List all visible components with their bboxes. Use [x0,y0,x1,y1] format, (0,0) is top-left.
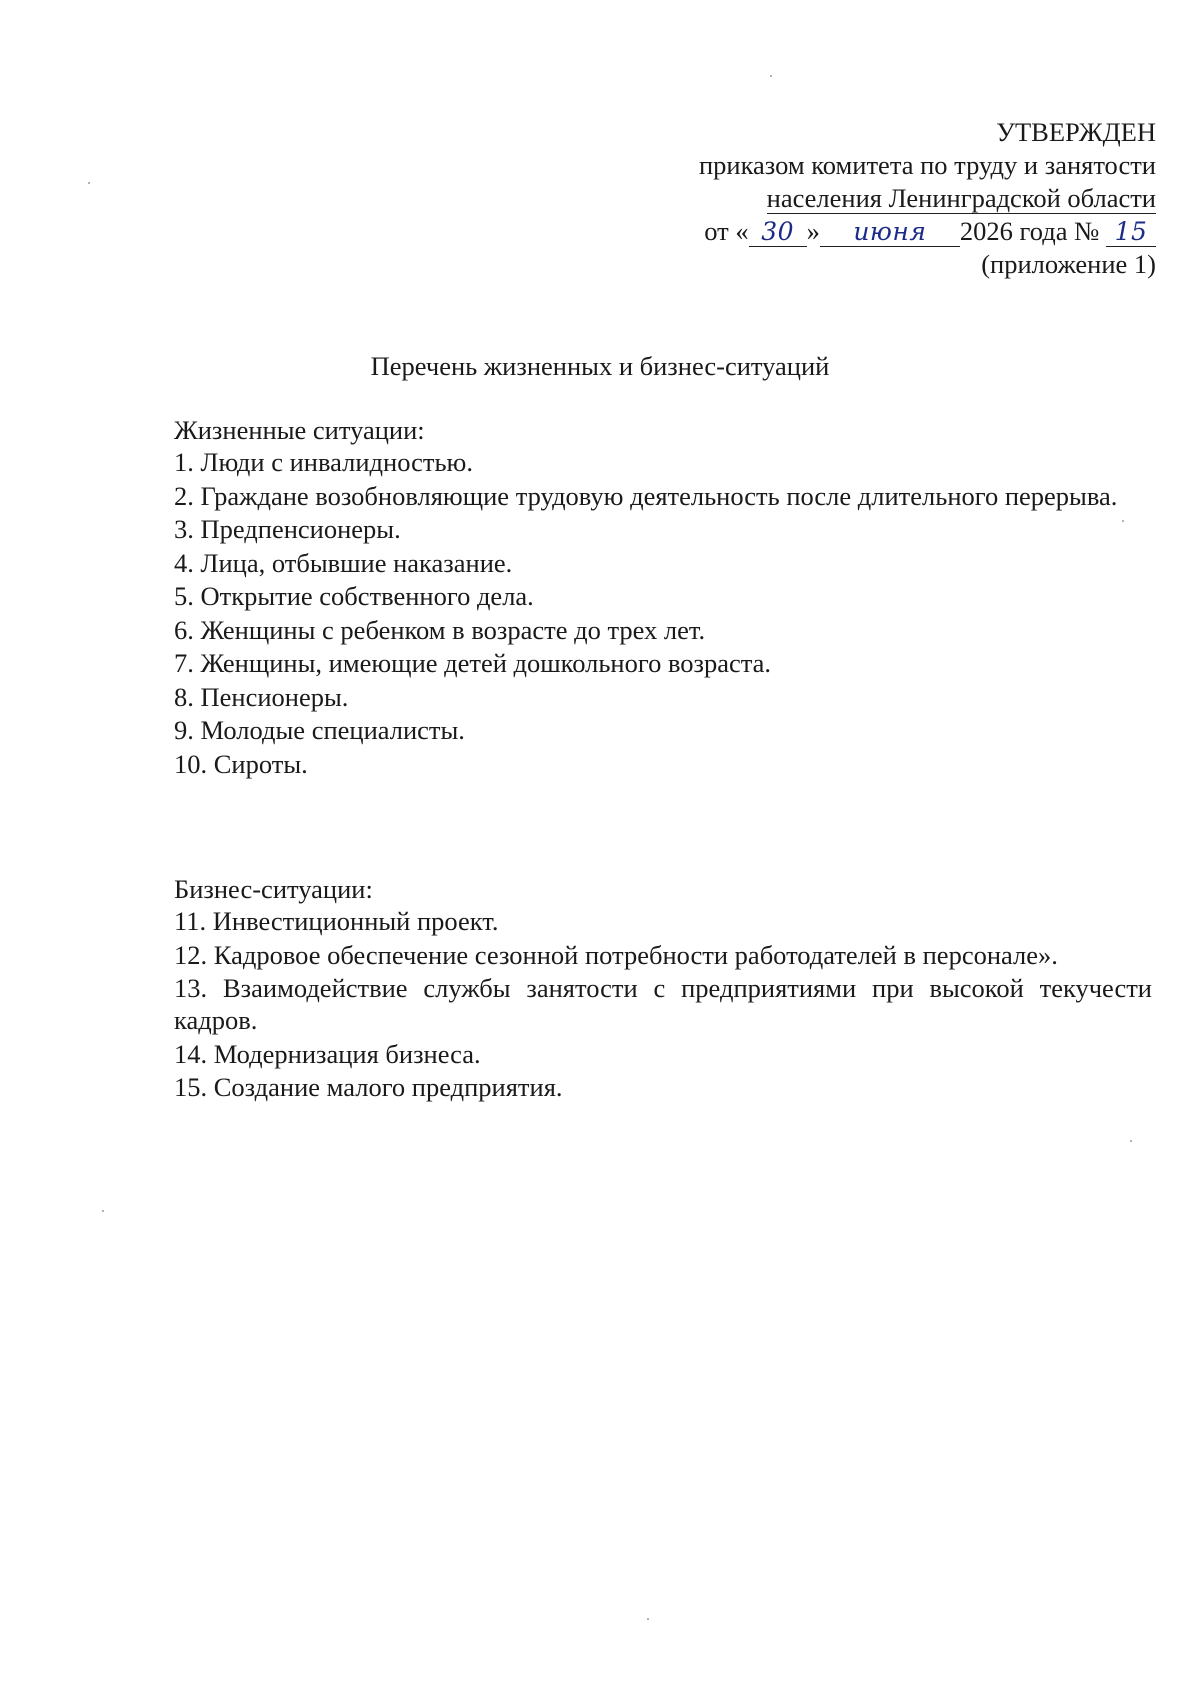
approval-date-line [456,215,1156,248]
item-text: Молодые специалисты. [200,715,465,745]
item-number: 6. [174,614,194,645]
date-prefix: от « [704,216,749,246]
list-item [174,513,1152,545]
item-text: Женщины с ребенком в возрасте до трех лет. [200,614,706,645]
scan-speck [88,182,90,184]
approval-authority-text: населения Ленинградской области [766,183,1156,213]
item-number: 12. [174,939,208,970]
list-item [174,647,1152,679]
list-item [174,681,1152,713]
list-item [174,714,1152,746]
life-situations-list [174,446,1152,780]
item-text: Предпенсионеры. [200,514,401,544]
approval-status: УТВЕРЖДЕН [996,117,1156,147]
handwritten-order-number: 15 [1106,218,1156,247]
life-situations-heading: Жизненные ситуации: [174,415,425,445]
item-text: Взаимодействие службы занятости с предприятиями при высокой текучести кадров. [174,973,1152,1035]
scan-speck [102,1210,104,1212]
list-item [174,614,1152,646]
approval-authority-line [456,182,1156,215]
list-item [174,972,1152,1036]
approval-order-line: приказом комитета по труду и занятости [698,150,1156,180]
date-quote-close: » [806,216,820,246]
document-title: Перечень жизненных и бизнес-ситуаций [370,351,830,381]
item-number: 2. [174,480,194,511]
item-number: 11. [174,906,207,936]
item-text: Модернизация бизнеса. [213,1038,481,1069]
item-number: 3. [174,514,194,544]
scan-speck [1122,520,1124,522]
item-text: Кадровое обеспечение сезонной потребности работодателей в персонале». [213,939,1058,970]
list-item [174,547,1152,579]
item-number: 4. [174,547,194,578]
item-text: Открытие собственного дела. [200,581,534,611]
item-text: Люди с инвалидностью. [200,447,473,477]
list-item [174,446,1152,478]
item-text: Женщины, имеющие детей дошкольного возраста. [200,648,772,678]
list-item [174,905,1152,937]
scan-speck [647,1618,649,1620]
item-text: Пенсионеры. [200,681,349,712]
item-number: 13. [174,973,208,1003]
item-number: 15. [174,1072,208,1102]
item-number: 14. [174,1038,208,1069]
item-number: 10. [174,748,208,779]
business-situations-list [174,905,1152,1103]
list-item [174,1038,1152,1070]
life-situations-section [174,414,1152,781]
list-item [174,580,1152,612]
item-text: Граждане возобновляющие трудовую деятельность после длительного перерыва. [200,480,1118,511]
handwritten-day: 30 [749,218,807,247]
business-situations-heading: Бизнес-ситуации: [174,874,373,904]
item-text: Инвестиционный проект. [212,906,499,936]
scan-speck [770,75,772,77]
approval-stamp-block [456,116,1156,281]
list-item [174,1071,1152,1103]
list-item [174,480,1152,512]
scan-speck [1130,1140,1132,1142]
item-number: 5. [174,581,194,611]
list-item [174,748,1152,780]
item-text: Создание малого предприятия. [213,1072,563,1102]
list-item [174,939,1152,971]
handwritten-month: июня [820,218,960,247]
appendix-label: (приложение 1) [981,249,1156,279]
item-number: 9. [174,715,194,745]
item-number: 1. [174,447,194,477]
item-number: 8. [174,681,194,712]
item-text: Лица, отбывшие наказание. [200,547,513,578]
business-situations-section [174,873,1152,1105]
item-text: Сироты. [213,748,308,779]
date-year-text: 2026 года № [959,216,1100,246]
item-number: 7. [174,648,194,678]
